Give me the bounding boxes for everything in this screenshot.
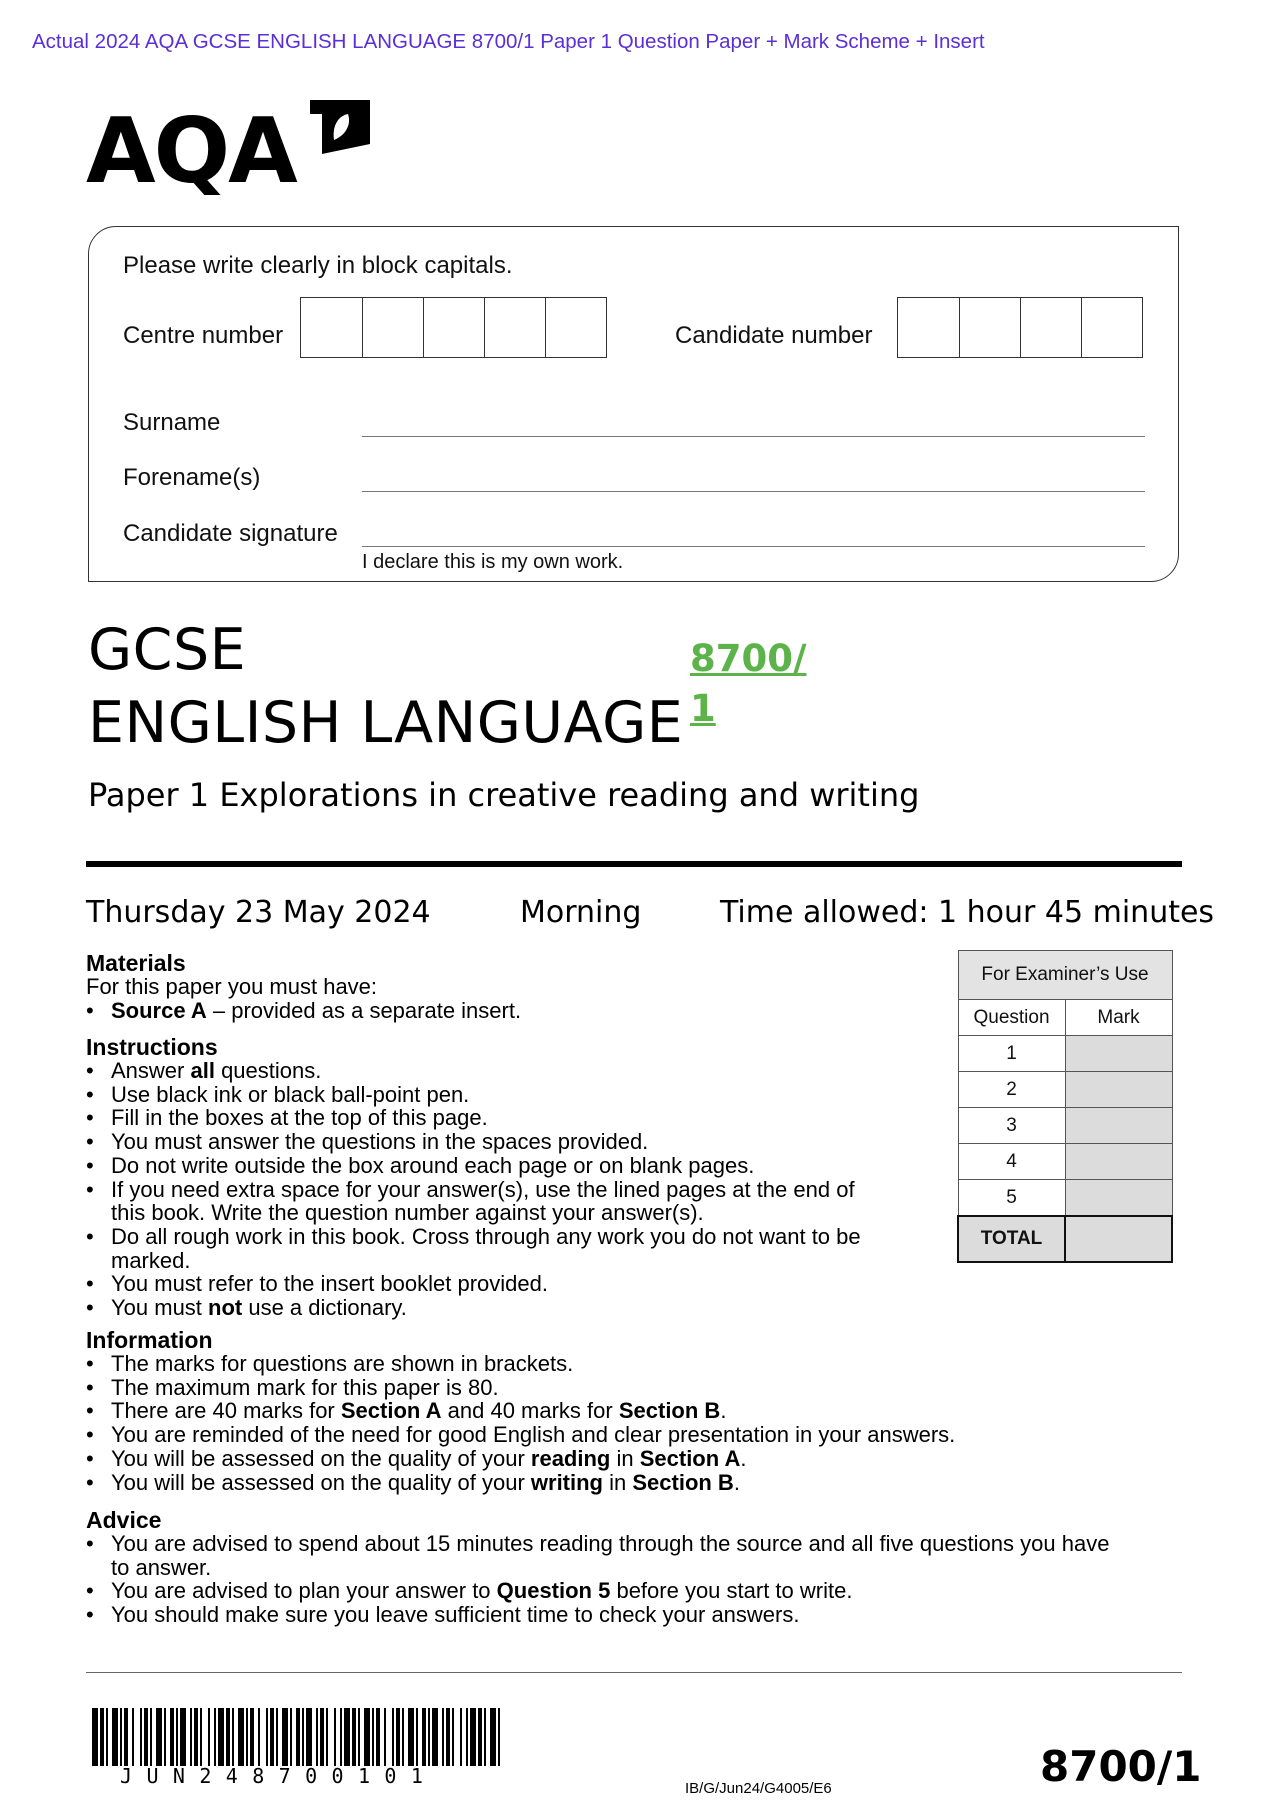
centre-digit-box[interactable] (484, 298, 545, 357)
code-line-2: 1 (690, 687, 716, 730)
information-heading: Information (86, 1327, 213, 1353)
logo-text: AQA (86, 99, 296, 204)
materials-intro: For this paper you must have: (86, 974, 378, 999)
centre-number-label: Centre number (123, 322, 284, 349)
information-item: • There are 40 marks for Section A and 40 marks for Section B. (86, 1399, 1006, 1423)
mark-cell (1065, 1036, 1172, 1072)
table-row (958, 1144, 1172, 1180)
materials-heading: Materials (86, 950, 186, 976)
instructions-heading: Instructions (86, 1034, 218, 1060)
candidate-digit-box[interactable] (1020, 298, 1081, 357)
total-label: TOTAL (958, 1216, 1065, 1262)
declaration-text: I declare this is my own work. (362, 551, 624, 573)
table-row (958, 1108, 1172, 1144)
materials-item: • Source A – provided as a separate insert. (86, 999, 1006, 1023)
advice-item: • You should make sure you leave sufficient time to check your answers. (86, 1603, 1186, 1627)
candidate-digit-box[interactable] (959, 298, 1020, 357)
instruction-item: • Fill in the boxes at the top of this page. (86, 1106, 1006, 1130)
mark-cell (1065, 1180, 1172, 1217)
candidate-digit-box[interactable] (1081, 298, 1142, 357)
instruction-item: • Answer all questions. (86, 1059, 1006, 1083)
information-item: • You will be assessed on the quality of your writing in Section B. (86, 1471, 1006, 1495)
information-item: • The maximum mark for this paper is 80. (86, 1376, 1006, 1400)
instruction-item: • If you need extra space for your answer(s), use the lined pages at the end of this book. Write the question number against your answer(s). (86, 1178, 1006, 1225)
centre-digit-box[interactable] (301, 298, 362, 357)
reference-code: IB/G/Jun24/G4005/E6 (685, 1780, 832, 1797)
time-allowed: Time allowed: 1 hour 45 minutes (720, 895, 1215, 930)
forename-line[interactable] (362, 491, 1145, 492)
information-section (86, 1328, 1006, 1494)
materials-section (86, 951, 1006, 1022)
table-row (958, 1036, 1172, 1072)
paper-code: 8700/1 (1040, 1742, 1202, 1791)
candidate-number-label: Candidate number (675, 322, 873, 349)
question-column-header: Question (958, 1000, 1065, 1036)
question-number: 2 (958, 1072, 1065, 1108)
paper-title: Paper 1 Explorations in creative reading and writing (88, 776, 920, 814)
examiner-table-title: For Examiner’s Use (958, 951, 1172, 1000)
question-number: 4 (958, 1144, 1065, 1180)
instruction-item: • You must answer the questions in the spaces provided. (86, 1130, 1006, 1154)
document-title: Actual 2024 AQA GCSE ENGLISH LANGUAGE 8700/1 Paper 1 Question Paper + Mark Scheme + Insert (32, 30, 985, 53)
table-row (958, 1072, 1172, 1108)
candidate-digit-box[interactable] (898, 298, 959, 357)
mark-column-header: Mark (1065, 1000, 1172, 1036)
qualification-level: GCSE (88, 617, 247, 683)
advice-item: • You are advised to spend about 15 minutes reading through the source and all five questions you have to answer. (86, 1532, 1186, 1579)
mark-cell (1065, 1108, 1172, 1144)
instruction-item: • Do not write outside the box around each page or on blank pages. (86, 1154, 1006, 1178)
mark-cell (1065, 1072, 1172, 1108)
total-mark-cell (1065, 1216, 1172, 1262)
advice-item: • You are advised to plan your answer to Question 5 before you start to write. (86, 1579, 1186, 1603)
centre-number-boxes[interactable] (300, 297, 607, 358)
information-item: • You will be assessed on the quality of your reading in Section A. (86, 1447, 1006, 1471)
candidate-number-boxes[interactable] (897, 297, 1143, 358)
centre-digit-box[interactable] (545, 298, 606, 357)
question-number: 3 (958, 1108, 1065, 1144)
centre-digit-box[interactable] (362, 298, 423, 357)
code-line-1: 8700/ (690, 637, 807, 680)
question-number: 1 (958, 1036, 1065, 1072)
total-row (958, 1216, 1172, 1262)
centre-digit-box[interactable] (423, 298, 484, 357)
footer-divider (86, 1672, 1182, 1673)
forename-label: Forename(s) (123, 464, 261, 491)
instruction-item: • You must refer to the insert booklet provided. (86, 1272, 1006, 1296)
information-item: • You are reminded of the need for good English and clear presentation in your answers. (86, 1423, 1006, 1447)
question-number: 5 (958, 1180, 1065, 1217)
exam-date: Thursday 23 May 2024 (86, 895, 431, 930)
exam-session: Morning (520, 895, 642, 930)
mark-cell (1065, 1144, 1172, 1180)
block-capitals-instruction: Please write clearly in block capitals. (123, 252, 513, 279)
instruction-item: • Do all rough work in this book. Cross through any work you do not want to be marked. (86, 1225, 1006, 1272)
signature-line[interactable] (362, 546, 1145, 547)
examiner-use-table (957, 950, 1173, 1263)
aqa-logo-mark-icon (304, 96, 374, 156)
barcode-icon (92, 1708, 502, 1766)
specification-code-link[interactable] (690, 634, 807, 734)
barcode-text: JUN248700101 (120, 1764, 438, 1788)
heading-divider (86, 861, 1182, 867)
surname-line[interactable] (362, 436, 1145, 437)
subject-title: ENGLISH LANGUAGE (88, 690, 684, 756)
advice-heading: Advice (86, 1507, 162, 1533)
instructions-section (86, 1035, 1006, 1320)
instruction-item: • You must not use a dictionary. (86, 1296, 1006, 1320)
table-row (958, 1180, 1172, 1217)
surname-label: Surname (123, 409, 221, 436)
advice-section (86, 1508, 1186, 1627)
aqa-logo (86, 96, 376, 206)
signature-label: Candidate signature (123, 520, 338, 547)
information-item: • The marks for questions are shown in brackets. (86, 1352, 1006, 1376)
instruction-item: • Use black ink or black ball-point pen. (86, 1083, 1006, 1107)
